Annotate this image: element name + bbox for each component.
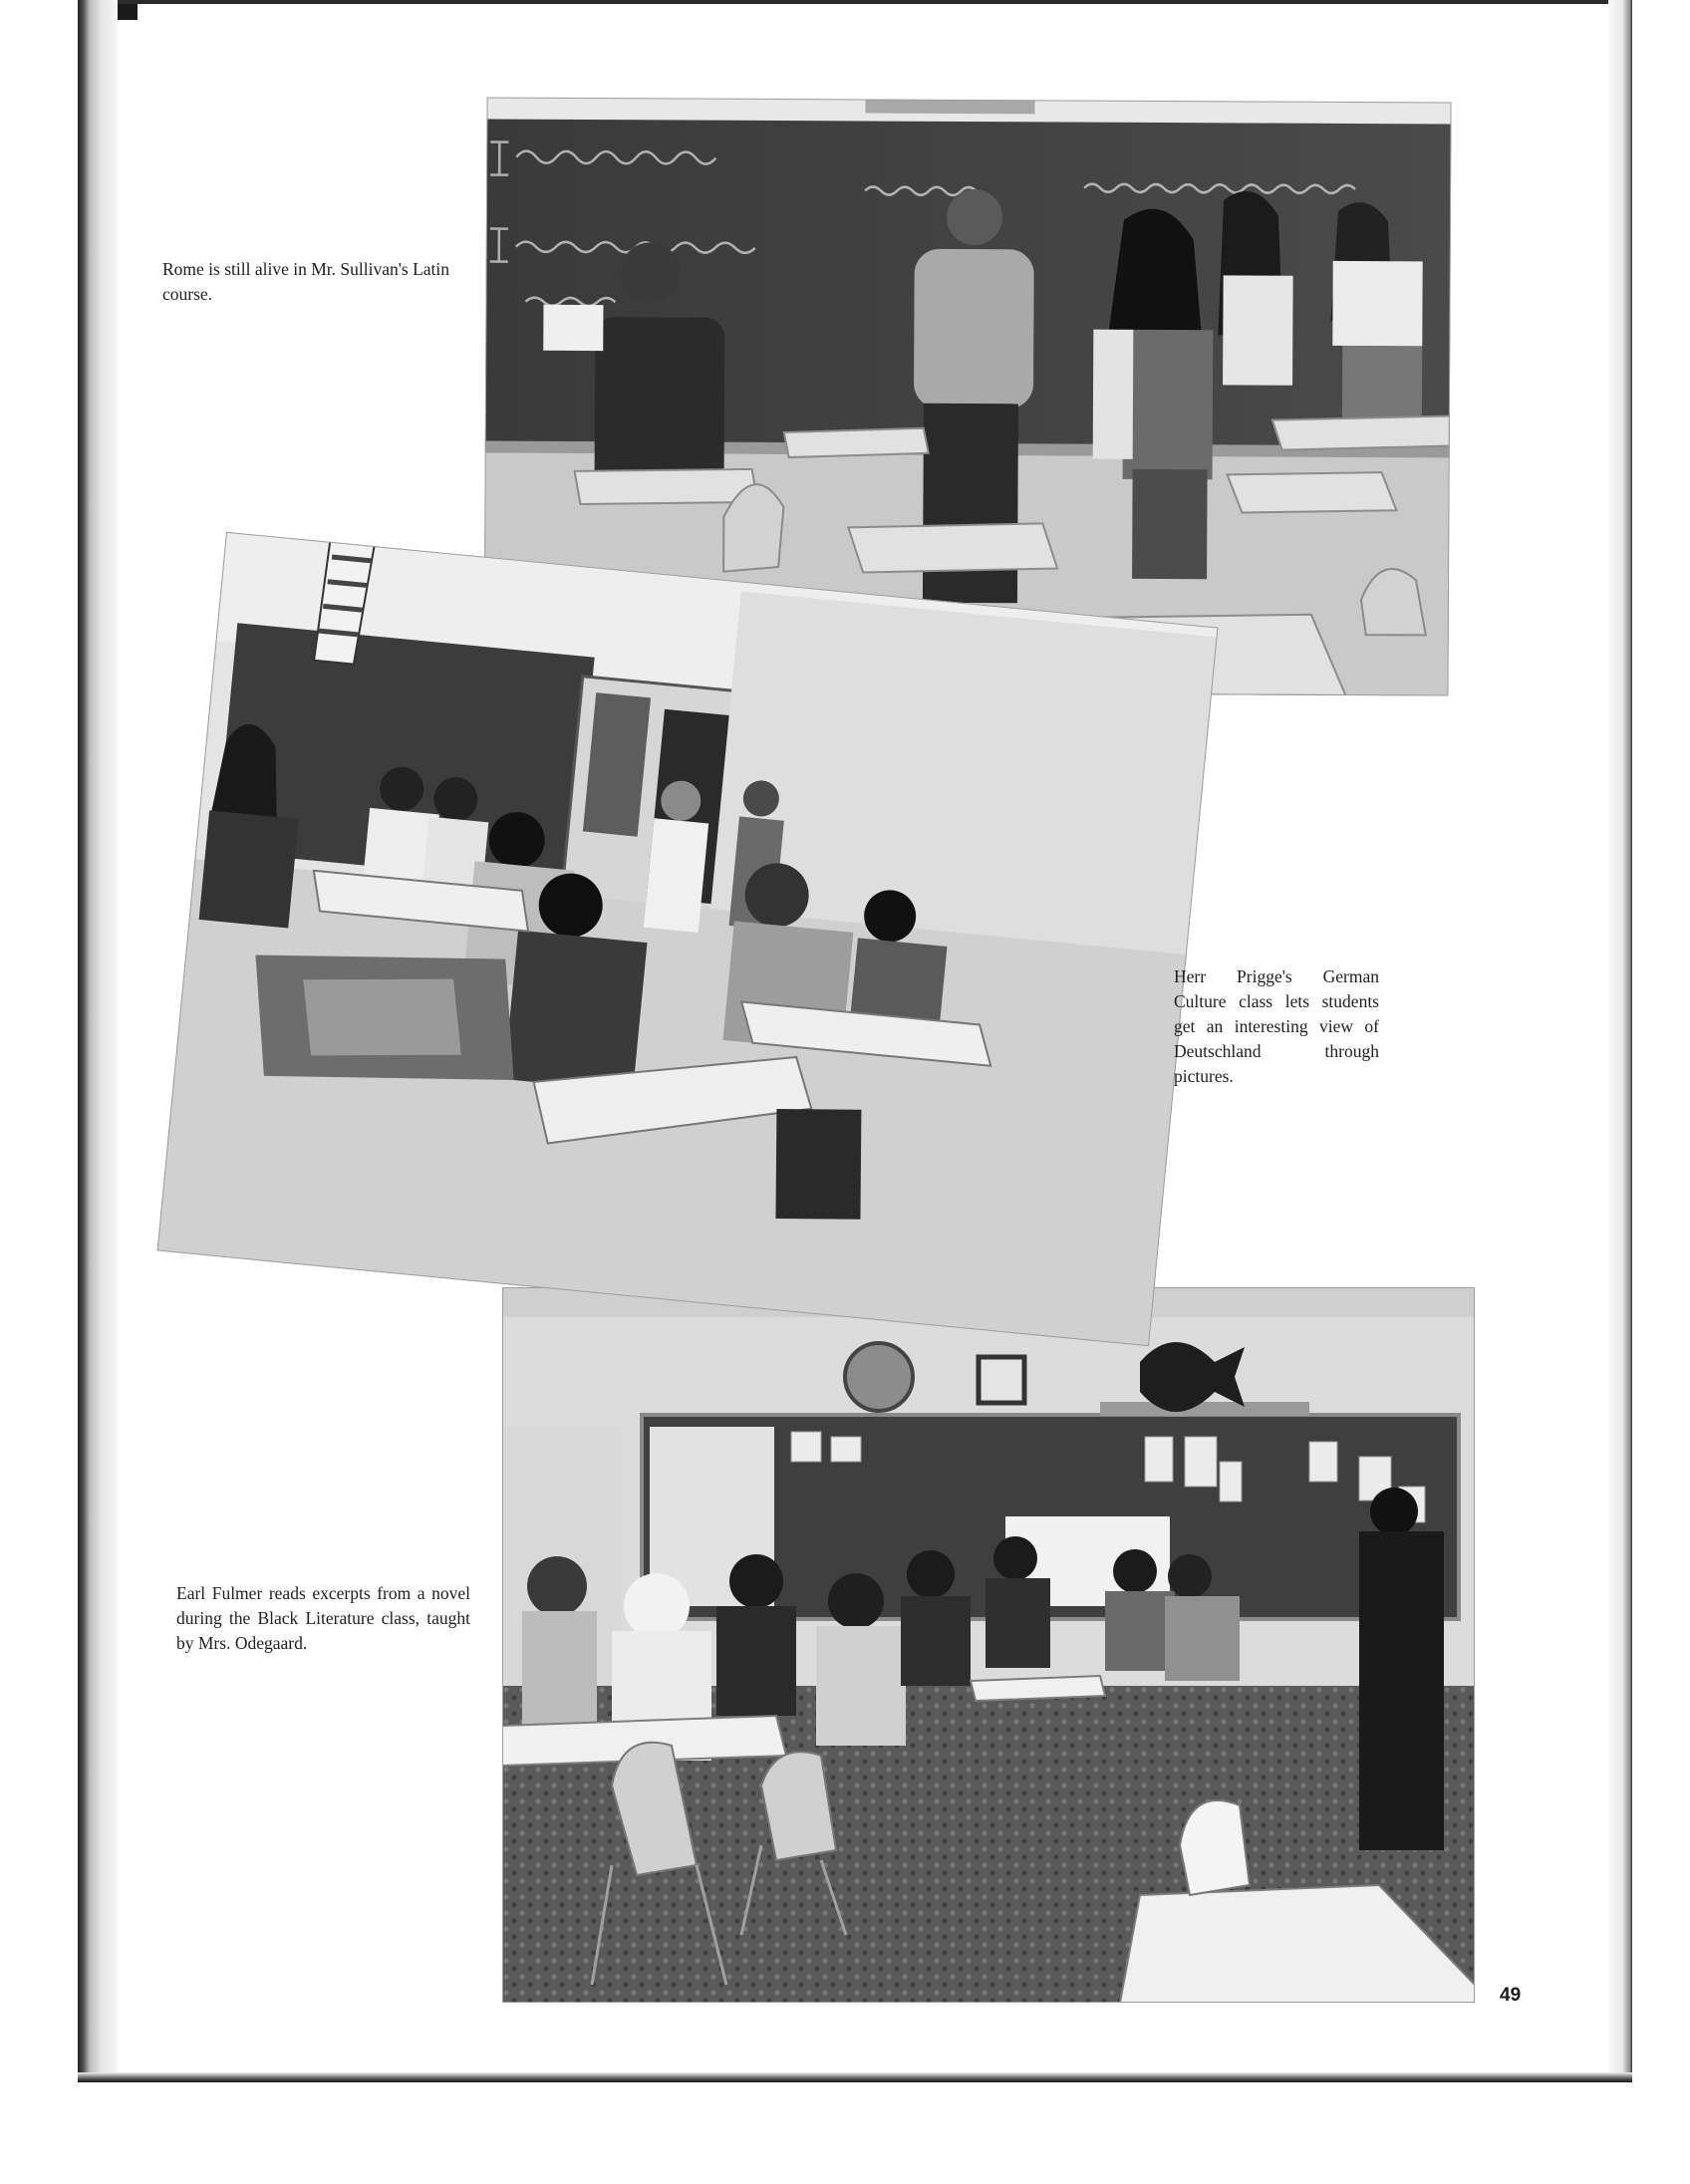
page-edge-top xyxy=(78,0,1632,4)
german-class-caption: Herr Prigge's German Culture class lets students get an interesting view of Deutschland through pictures. xyxy=(1174,966,1379,1086)
german-culture-class-photo-image xyxy=(157,532,1219,1347)
black-literature-class-photo-image xyxy=(502,1287,1475,2003)
black-literature-class-caption: Earl Fulmer reads excerpts from a novel during the Black Literature class, taught by Mrs. Odegaard. xyxy=(176,1583,470,1653)
page-number: 49 xyxy=(1500,1985,1522,2006)
page-edge-bottom xyxy=(78,2072,1632,2082)
page-edge-right xyxy=(1608,0,1632,2080)
latin-class-caption: Rome is still alive in Mr. Sullivan's Latin course. xyxy=(162,259,450,304)
black-literature-class-photo xyxy=(502,1287,1475,2003)
page-gutter xyxy=(78,0,118,2080)
german-culture-class-photo xyxy=(157,532,1219,1347)
